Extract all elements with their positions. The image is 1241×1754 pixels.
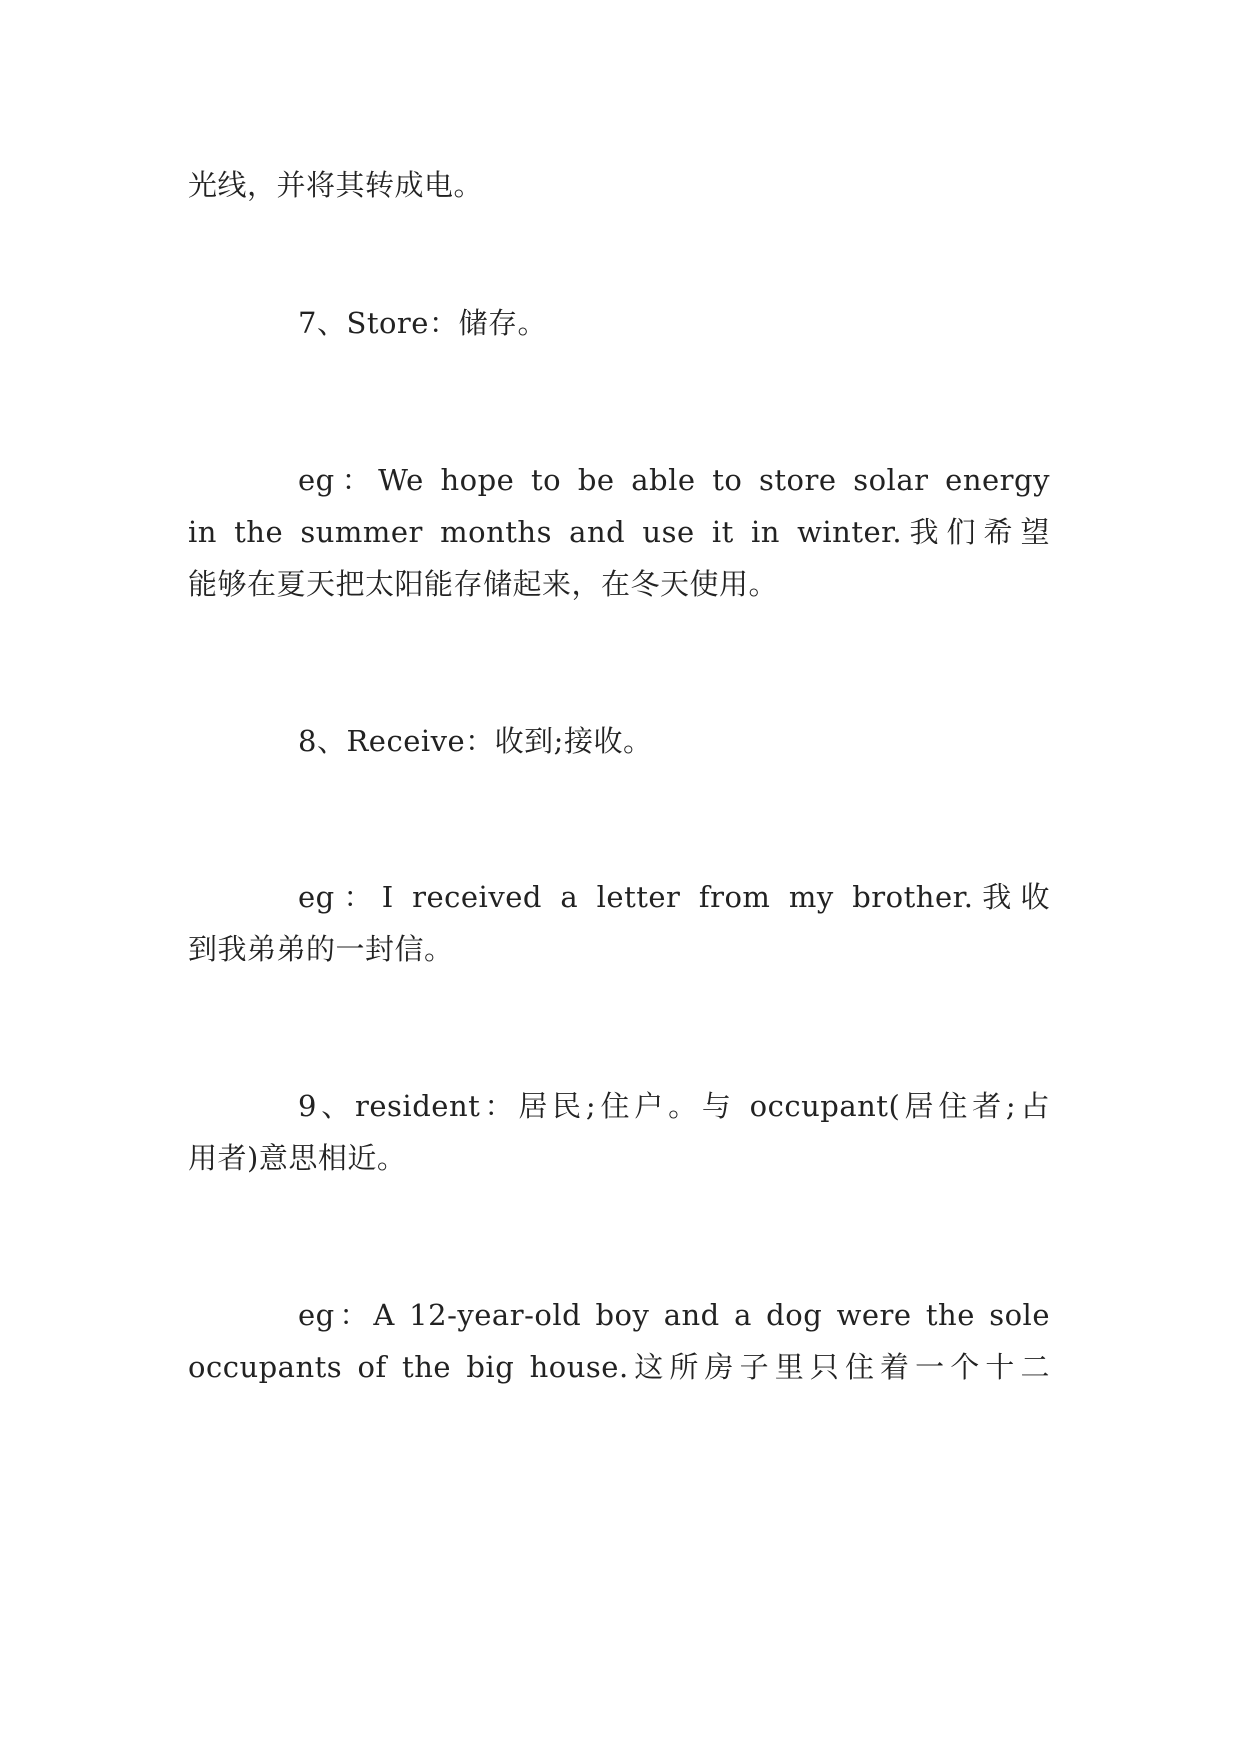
example-line-receive-2: 到我弟弟的一封信。 [188,932,454,966]
example-line-resident-2: occupants of the big house.这所房子里只住着一个十二 [188,1350,1050,1384]
entry-heading-store: 7、Store：储存。 [298,306,547,340]
text-line-continuation: 光线，并将其转成电。 [188,168,484,202]
entry-heading-receive: 8、Receive：收到;接收。 [298,724,653,758]
entry-heading-resident-2: 用者)意思相近。 [188,1141,407,1175]
example-line-store-2: in the summer months and use it in winter.我们希望 [188,515,1050,549]
example-line-store-3: 能够在夏天把太阳能存储起来，在冬天使用。 [188,567,779,601]
entry-heading-resident-1: 9、resident：居民;住户。与 occupant(居住者;占 [298,1089,1050,1123]
example-line-store-1: eg：We hope to be able to store solar energy [298,463,1050,497]
example-line-receive-1: eg：I received a letter from my brother.我收 [298,880,1050,914]
example-line-resident-1: eg：A 12-year-old boy and a dog were the sole [298,1298,1050,1332]
